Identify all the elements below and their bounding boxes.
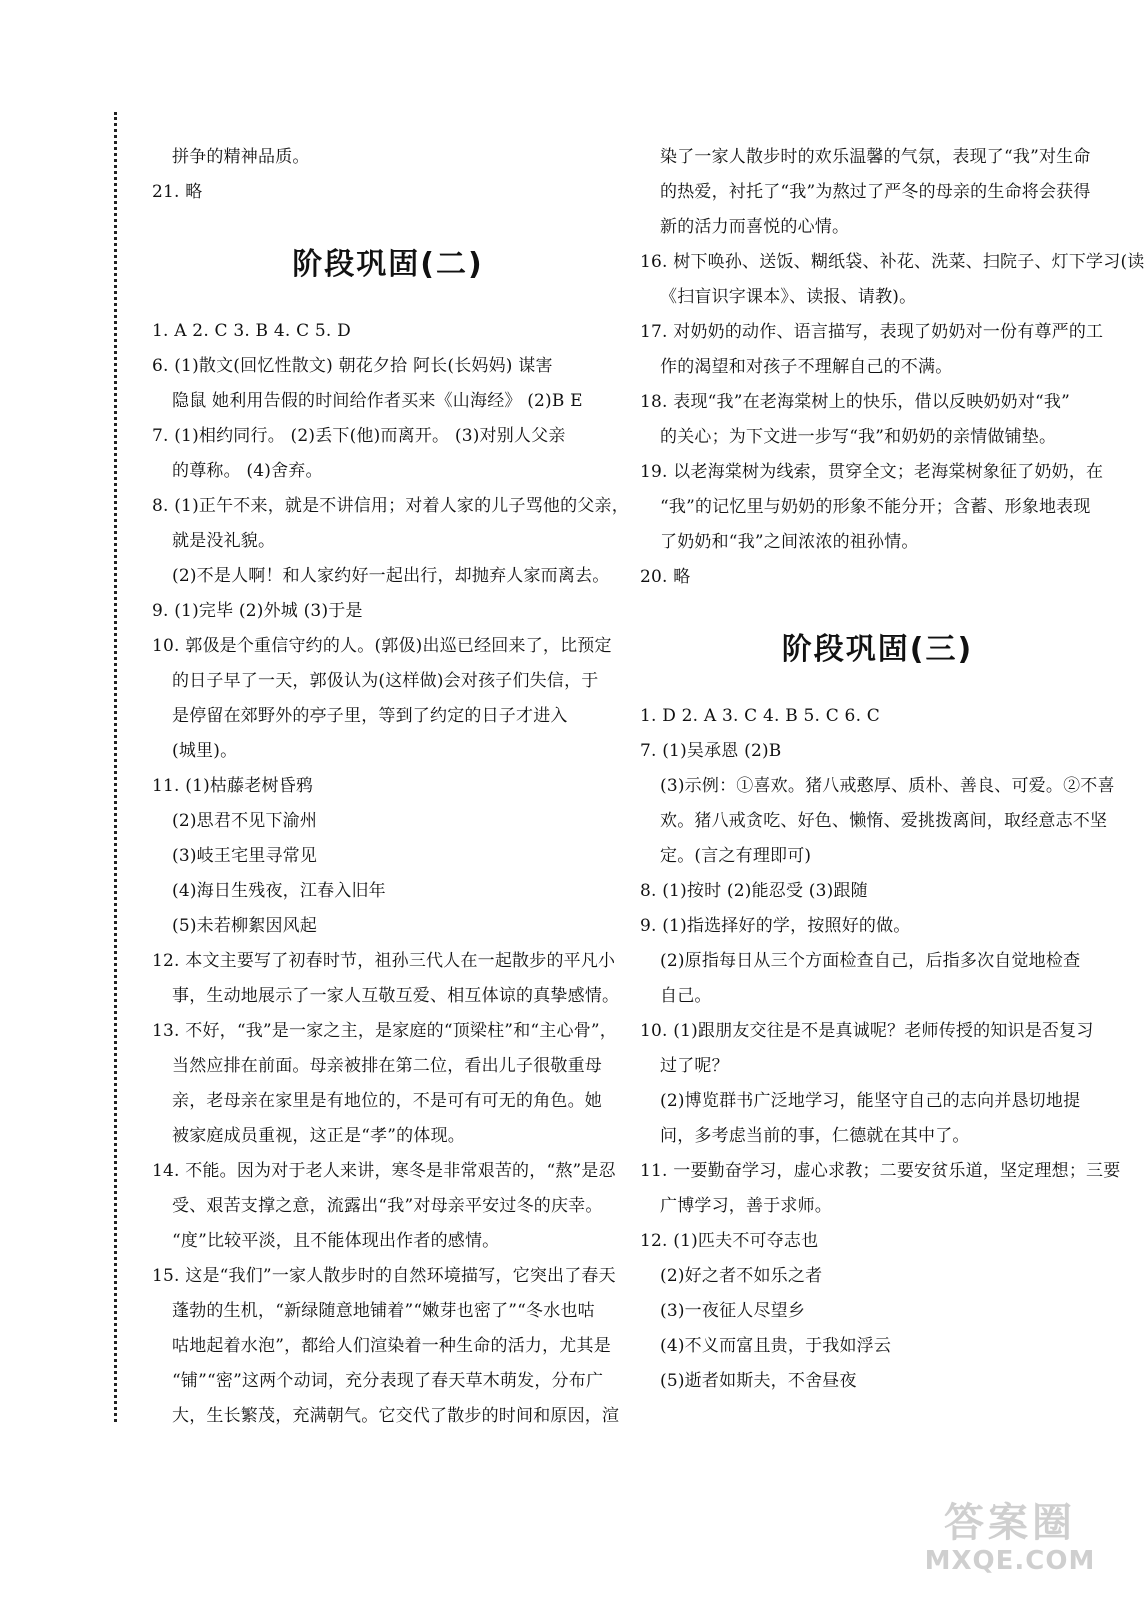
answer-line: (城里)。: [172, 741, 238, 761]
answer-line: 过了呢？: [660, 1056, 729, 1076]
answer-line: 的尊称。 (4)舍弃。: [172, 461, 323, 481]
answer-line: 新的活力而喜悦的心情。: [660, 217, 850, 237]
answer-line: 18. 表现“我”在老海棠树上的快乐，借以反映奶奶对“我”: [640, 392, 1071, 412]
answer-line: 《扫盲识字课本》、读报、请教)。: [660, 287, 917, 307]
answer-line: 1. D 2. A 3. C 4. B 5. C 6. C: [640, 706, 880, 726]
answer-line: 19. 以老海棠树为线索，贯穿全文；老海棠树象征了奶奶，在: [640, 462, 1104, 482]
answer-line: 大，生长繁茂，充满朝气。它交代了散步的时间和原因，渲: [172, 1406, 620, 1426]
section-title-2: 阶段巩固(二): [292, 247, 484, 282]
answer-line: 8. (1)正午不来，就是不讲信用；对着人家的儿子骂他的父亲，: [152, 496, 629, 516]
answer-line: 的日子早了一天，郭伋认为(这样做)会对孩子们失信，于: [172, 671, 599, 691]
watermark-logo: [905, 1500, 1115, 1580]
answer-line: 咕地起着水泡”，都给人们渲染着一种生命的活力，尤其是: [172, 1336, 611, 1356]
right-post-lines: [640, 699, 1121, 1399]
watermark-bottom: MXQE.COM: [924, 1546, 1096, 1576]
answer-line: 9. (1)完毕 (2)外城 (3)于是: [152, 601, 363, 621]
answer-line: (4)不义而富且贵，于我如浮云: [660, 1336, 892, 1356]
answer-line: 20. 略: [640, 567, 691, 587]
answer-line: (2)好之者不如乐之者: [660, 1266, 823, 1286]
answer-line: 17. 对奶奶的动作、语言描写，表现了奶奶对一份有尊严的工: [640, 322, 1104, 342]
answer-line: 欢。猪八戒贪吃、好色、懒惰、爱挑拨离间，取经意志不坚: [660, 811, 1108, 831]
answer-line: 10. 郭伋是个重信守约的人。(郭伋)出巡已经回来了，比预定: [152, 636, 612, 656]
watermark-top: 答案圈: [944, 1500, 1076, 1546]
answer-line: 13. 不好，“我”是一家之主，是家庭的“顶梁柱”和“主心骨”，: [152, 1021, 617, 1041]
answer-line: 就是没礼貌。: [172, 531, 276, 551]
answer-line: 蓬勃的生机，“新绿随意地铺着”“嫩芽也密了”“冬水也咕: [172, 1301, 595, 1321]
answer-line: 6. (1)散文(回忆性散文) 朝花夕拾 阿长(长妈妈) 谋害: [152, 356, 553, 376]
answer-line: (2)思君不见下渝州: [172, 811, 318, 831]
answer-line: (3)岐王宅里寻常见: [172, 846, 318, 866]
answer-line: 14. 不能。因为对于老人来讲，寒冬是非常艰苦的，“熬”是忍: [152, 1161, 616, 1181]
answer-line: (5)未若柳絮因风起: [172, 916, 318, 936]
left-post-lines: [152, 314, 629, 1434]
answer-line: 拼争的精神品质。: [172, 147, 310, 167]
right-column: [640, 140, 1145, 1399]
answer-line: 问，多考虑当前的事，仁德就在其中了。: [660, 1126, 970, 1146]
answer-line: 的热爱，衬托了“我”为熬过了严冬的母亲的生命将会获得: [660, 182, 1091, 202]
answer-line: 作的渴望和对孩子不理解自己的不满。: [660, 357, 953, 377]
answer-line: (3)一夜征人尽望乡: [660, 1301, 806, 1321]
answer-line: “我”的记忆里与奶奶的形象不能分开；含蓄、形象地表现: [660, 497, 1091, 517]
answer-line: 广博学习，善于求师。: [660, 1196, 832, 1216]
answer-line: (4)海日生残夜，江春入旧年: [172, 881, 386, 901]
answer-line: 自己。: [660, 986, 712, 1006]
answer-line: 11. (1)枯藤老树昏鸦: [152, 776, 314, 796]
answer-line: 受、艰苦支撑之意，流露出“我”对母亲平安过冬的庆幸。: [172, 1196, 603, 1216]
answer-line: 8. (1)按时 (2)能忍受 (3)跟随: [640, 881, 868, 901]
answer-line: 7. (1)相约同行。 (2)丢下(他)而离开。 (3)对别人父亲: [152, 426, 566, 446]
answer-line: 11. 一要勤奋学习，虚心求教；二要安贫乐道，坚定理想；三要: [640, 1161, 1121, 1181]
answer-line: 被家庭成员重视，这正是“孝”的体现。: [172, 1126, 465, 1146]
answer-line: (5)逝者如斯夫，不舍昼夜: [660, 1371, 857, 1391]
answer-line: 是停留在郊野外的亭子里，等到了约定的日子才进入: [172, 706, 568, 726]
answer-line: 1. A 2. C 3. B 4. C 5. D: [152, 321, 351, 341]
section-title-3: 阶段巩固(三): [781, 632, 974, 667]
answer-line: 7. (1)吴承恩 (2)B: [640, 741, 782, 761]
answer-line: 15. 这是“我们”一家人散步时的自然环境描写，它突出了春天: [152, 1266, 616, 1286]
answer-line: (2)原指每日从三个方面检查自己，后指多次自觉地检查: [660, 951, 1081, 971]
binding-dotted-line: [114, 112, 117, 1422]
right-pre-lines: [640, 140, 1145, 595]
answer-line: 21. 略: [152, 182, 203, 202]
left-pre-lines: [152, 140, 624, 210]
answer-line: (2)博览群书广泛地学习，能坚守自己的志向并恳切地提: [660, 1091, 1081, 1111]
answer-line: (3)示例：①喜欢。猪八戒憨厚、质朴、善良、可爱。②不喜: [660, 776, 1115, 796]
answer-line: 亲，老母亲在家里是有地位的，不是可有可无的角色。她: [172, 1091, 602, 1111]
answer-line: 隐鼠 她利用告假的时间给作者买来《山海经》 (2)B E: [172, 391, 583, 411]
answer-line: 的关心；为下文进一步写“我”和奶奶的亲情做铺垫。: [660, 427, 1057, 447]
answer-line: 16. 树下唤孙、送饭、糊纸袋、补花、洗菜、扫院子、灯下学习(读: [640, 252, 1145, 272]
answer-line: 事，生动地展示了一家人互敬互爱、相互体谅的真挚感情。: [172, 986, 620, 1006]
answer-line: (2)不是人啊！和人家约好一起出行，却抛弃人家而离去。: [172, 566, 610, 586]
answer-line: 定。(言之有理即可): [660, 846, 812, 866]
answer-line: “铺”“密”这两个动词，充分表现了春天草木萌发，分布广: [172, 1371, 604, 1391]
left-column: [152, 140, 629, 1434]
answer-line: 当然应排在前面。母亲被排在第二位，看出儿子很敬重母: [172, 1056, 602, 1076]
answer-line: “度”比较平淡，且不能体现出作者的感情。: [172, 1231, 500, 1251]
answer-line: 9. (1)指选择好的学，按照好的做。: [640, 916, 911, 936]
answer-line: 染了一家人散步时的欢乐温馨的气氛，表现了“我”对生命: [660, 147, 1091, 167]
answer-line: 12. 本文主要写了初春时节，祖孙三代人在一起散步的平凡小: [152, 951, 616, 971]
answer-line: 10. (1)跟朋友交往是不是真诚呢？老师传授的知识是否复习: [640, 1021, 1094, 1041]
answer-line: 12. (1)匹夫不可夺志也: [640, 1231, 819, 1251]
answer-line: 了奶奶和“我”之间浓浓的祖孙情。: [660, 532, 919, 552]
